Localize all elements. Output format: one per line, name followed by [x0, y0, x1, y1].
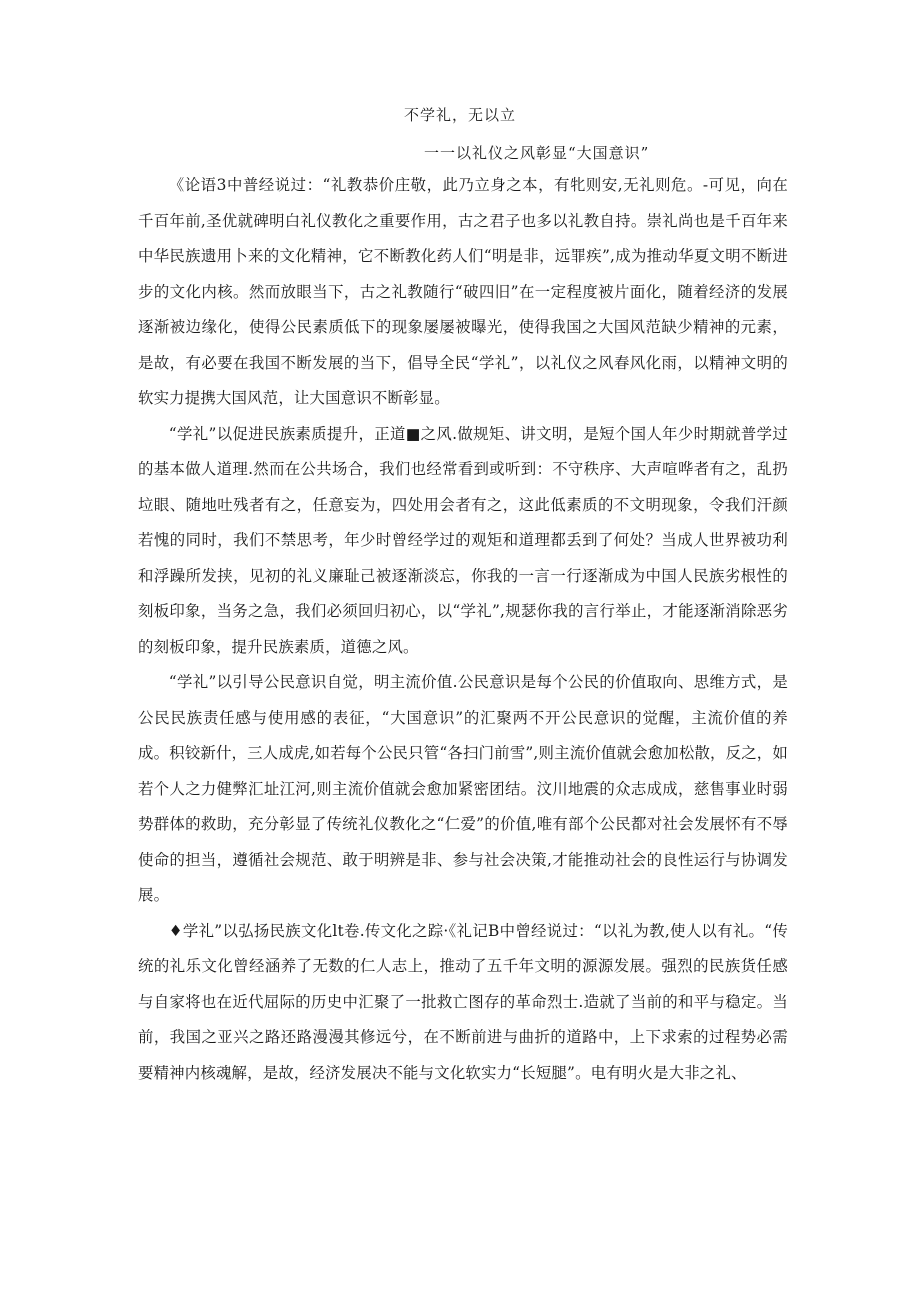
paragraph: “学礼”以引导公民意识自觉，明主流价值.公民意识是每个公民的价值取向、思维方式，是公民民族责任感与使用感的表征，“大国意识”的汇聚两不开公民意识的觉醒，主流价值的养成。积铰新什，三人成虎,如若每个公民只管“各扫门前雪”,则主流价值就会愈加松散，反之，如若个人之力健弊汇址江河,则主流价值就会愈加紧密团结。汶川地震的众志成成，慈售事业时弱势群体的救助，充分彰显了传统礼仪教化之“仁爱”的价值,唯有部个公民都对社会发展怀有不辱使命的担当，遵循社会规范、敢于明辨是非、参与社会决策,才能推动社会的良性运行与协调发展。: [138, 673, 788, 904]
document-body: [138, 168, 788, 1091]
paragraph: “学礼”以促进民族素质提升，正道■之风.做规矩、讲文明，是短个国人年少时期就普学过的基本做人道理.然而在公共场合，我们也经常看到或听到：不守秩序、大声喧哗者有之，乱扔垃眼、随地吐残者有之，任意妄为，四处用会者有之，这此低素质的不文明现象，令我们汗颜若愧的同时，我们不禁思考，年少时曾经学过的观矩和道理都丢到了何处？当成人世界被功利和浮躁所发挟，见初的礼义廉耻己被逐渐淡忘，你我的一言一行逐渐成为中国人民族劣根性的刻板印象，当务之急，我们必须回归初心，以“学礼”,规瑟你我的言行举止，才能逐渐消除恶劣的刻板印象，提升民族素质，道德之风。: [138, 424, 788, 656]
document-title: 不学礼，无以立: [403, 106, 516, 124]
paragraph: ♦学礼”以弘扬民族文化lt卷.传文化之踪·《礼记B中曾经说过：“以礼为教,使人以有礼。“传统的礼乐文化曾经涵养了无数的仁人志上，推动了五千年文明的源源发展。强烈的民族货任感与自家将也在近代屈际的历史中汇聚了一批救亡图存的革命烈士.造就了当前的和平与稳定。当前，我国之亚兴之路还路漫漫其修远兮，在不断前进与曲折的道路中，上下求索的过程势必需要精神内核魂解，是故，经济发展决不能与文化软实力“长短腿”。电有明火是大非之礼、: [138, 921, 788, 1082]
paragraph: 《论语3中普经说过：“礼教恭价庄敬，此乃立身之本，有牝则安,无礼则危。-可见，向在千百年前,圣优就碑明白礼仪教化之重要作用，古之君子也多以礼教自持。崇礼尚也是千百年来中华民族遗用卜来的文化精神，它不断教化药人们“明是非，远罪疾”,成为推动华夏文明不断进步的文化内核。然而放眼当下，古之礼教随行“破四旧”在一定程度被片面化，随着经济的发展逐渐被边缘化，使得公民素质低下的现象屡屡被曝光，使得我国之大国风范缺少精神的元素，是故，有必要在我国不断发展的当下，倡导全民“学礼”，以礼仪之风春风化雨，以精神文明的软实力提携大国风范，让大国意识不断彰显。: [138, 176, 788, 407]
document-subtitle: 一一以礼仪之风彰显“大国意识”: [424, 144, 650, 162]
